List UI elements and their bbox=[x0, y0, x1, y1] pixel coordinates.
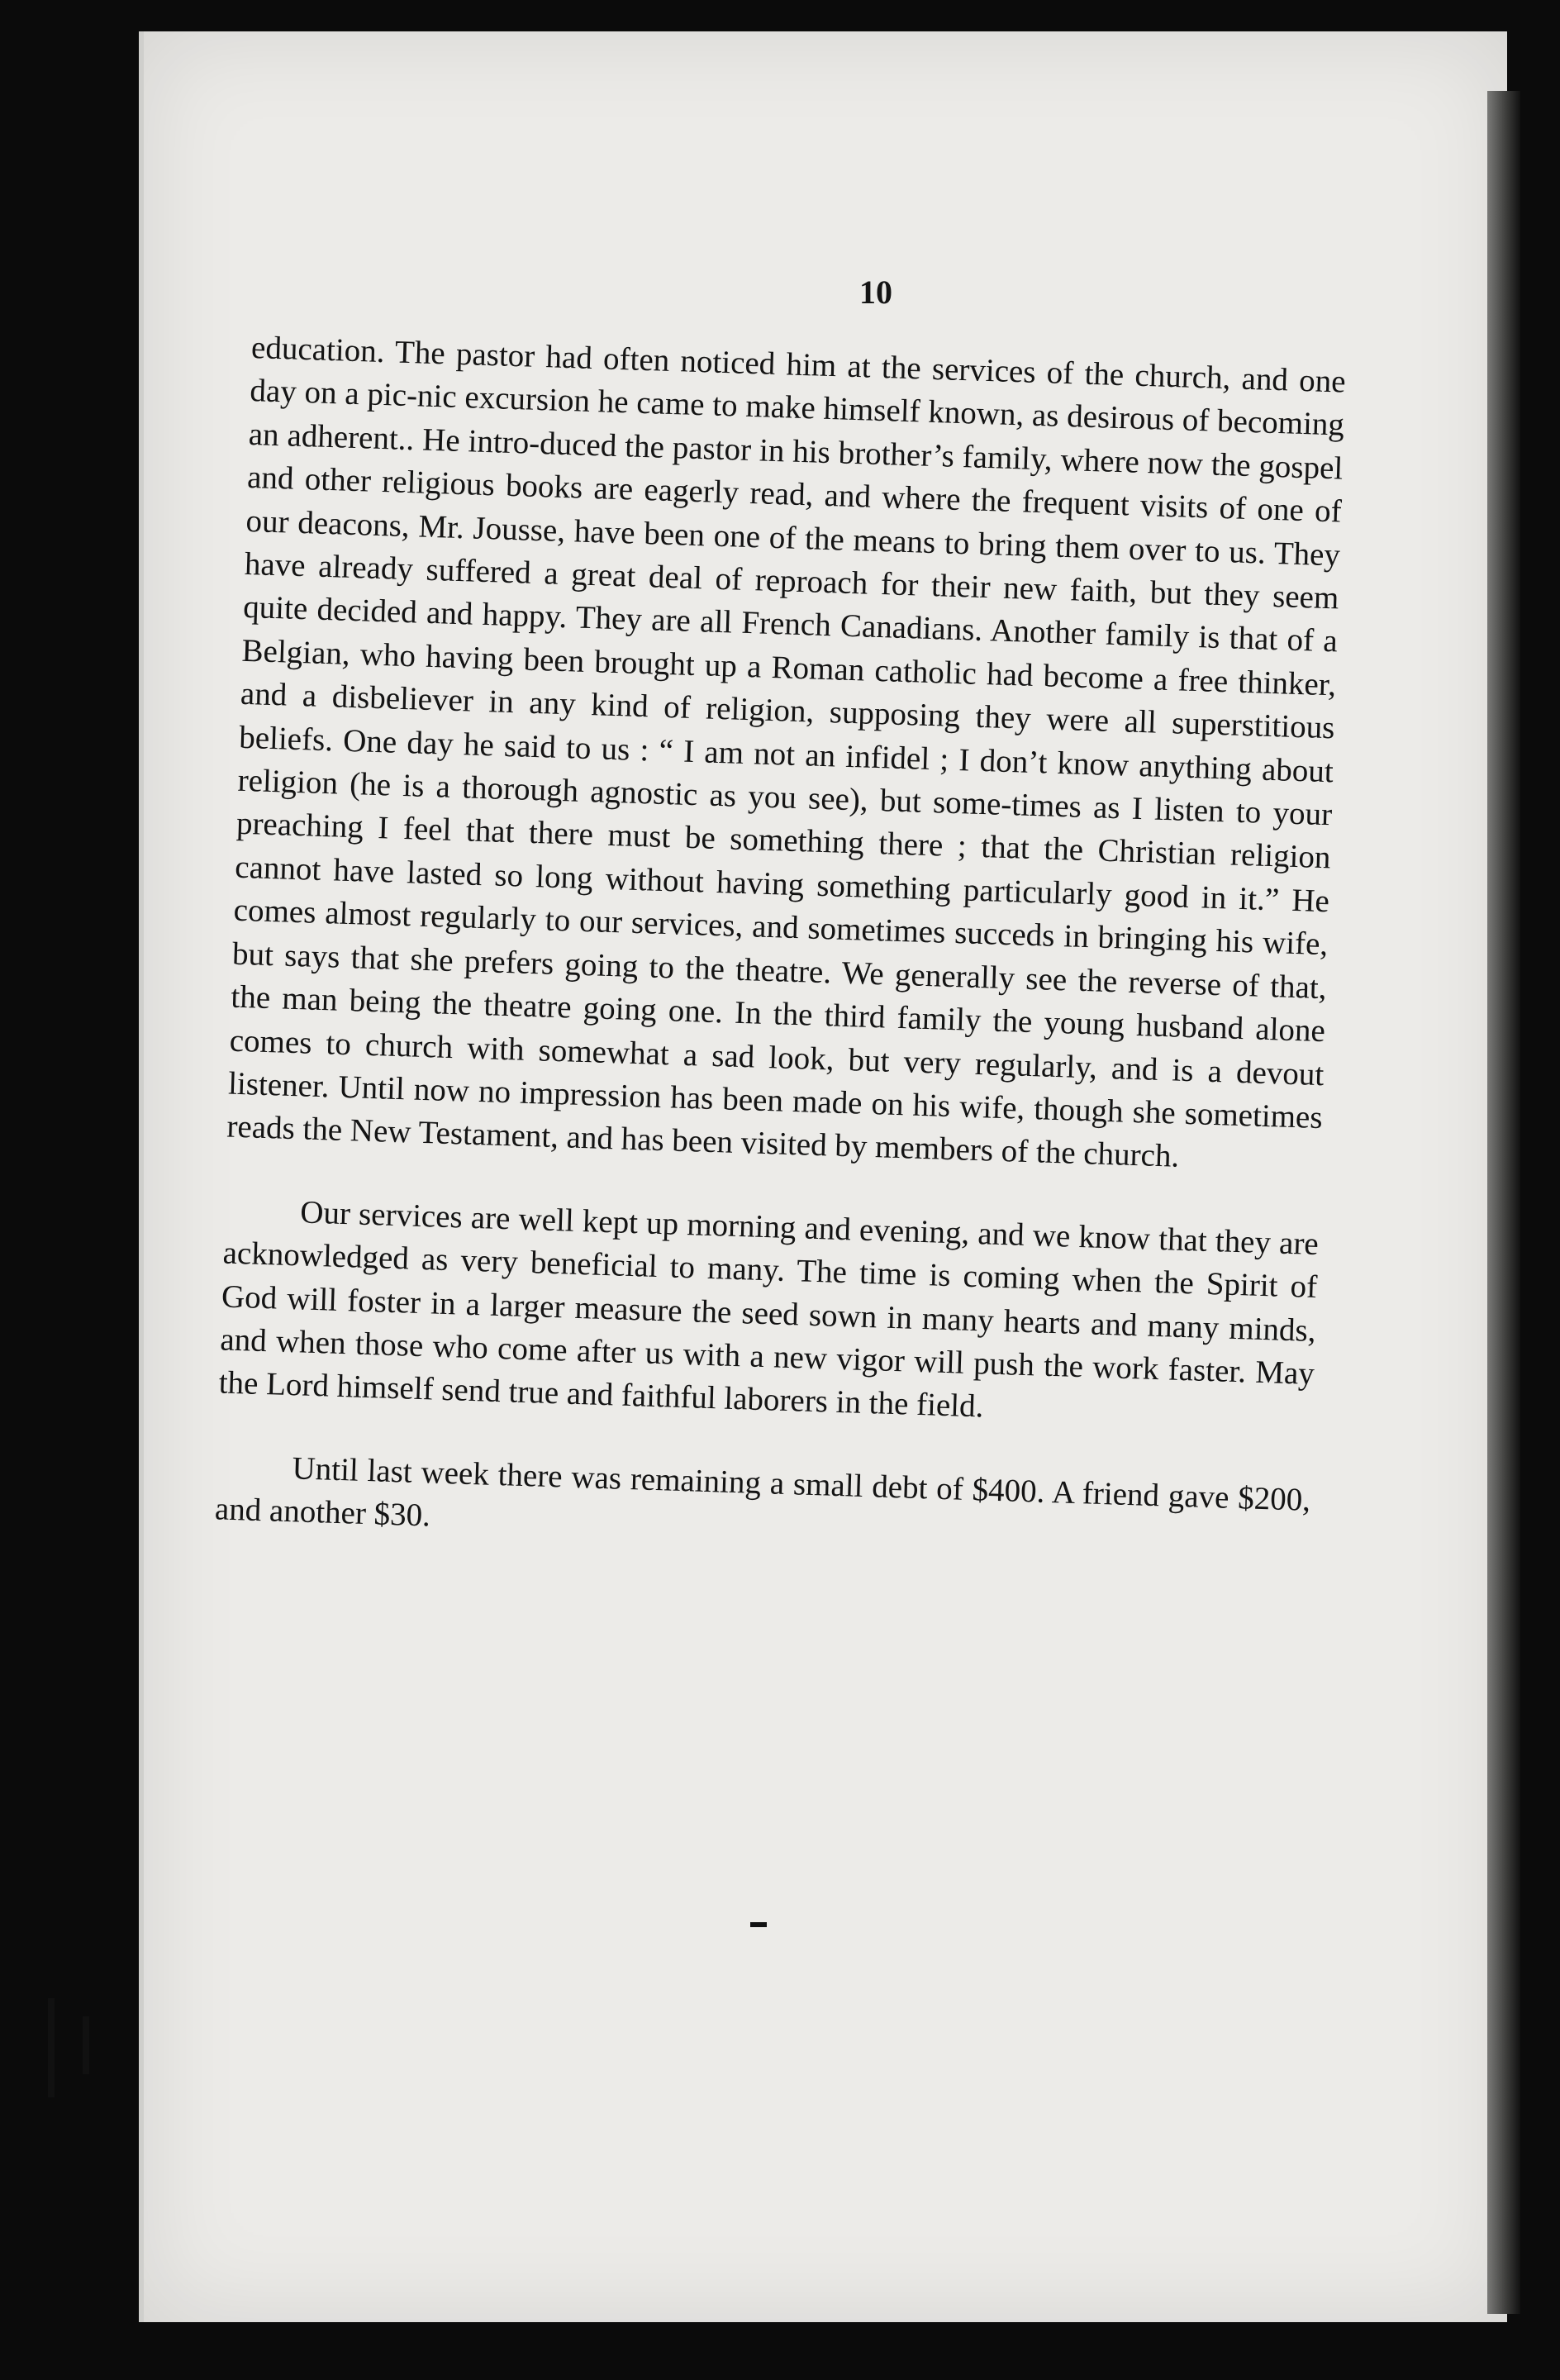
binding-mark-top bbox=[48, 1998, 55, 2097]
section-end-mark bbox=[750, 1922, 767, 1927]
paragraph-3: Until last week there was remaining a small debt of $400. A friend gave $200, and another $30. bbox=[214, 1449, 1311, 1534]
paragraph-2: Our services are well kept up morning and evening, and we know that they are acknowledged as very beneficial to many. The time is coming when the Spirit of God will foster in a larger measure the seed sown in many hearts and many minds, and when those who come after us with a new vigor will push the work faster. May the Lord himself send true and faithful laborers in the field. bbox=[218, 1194, 1320, 1425]
binding-mark-bottom bbox=[83, 2016, 89, 2074]
paragraph-1: education. The pastor had often noticed him at the services of the church, and one day on a pic-nic excursion he came to make himself known, as desirous of becoming an adherent.. He intro-duced the pastor in his brother’s family, where now the gospel and other religious books are eagerly read, and where the frequent visits of one of our deacons, Mr. Jousse, have been one of the means to bring them over to us. They have already suffered a great deal of reproach for their new faith, but they seem quite decided and happy. They are all French Canadians. Another family is that of a Belgian, who having been brought up a Roman catholic had become a free thinker, and a disbeliever in any kind of religion, supposing they were all superstitious beliefs. One day he said to us : “ I am not an infidel ; I don’t know anything about religion (he is a thorough agnostic as you see), but some-times as I listen to your preaching I feel that there must be something there ; that the Christian religion cannot have lasted so long without having something particularly good in it.” He comes almost regularly to our services, and sometimes succeds in bringing his wife, but says that she prefers going to the theatre. We generally see the reverse of that, the man being the theatre going one. In the third family the young husband alone comes to church with somewhat a sad look, but very regularly, and is a devout listener. Until now no impression has been made on his wife, though she sometimes reads the New Testament, and has been visited by members of the church. bbox=[226, 329, 1347, 1175]
body-text bbox=[214, 326, 1346, 1565]
page-edge-shadow bbox=[1487, 91, 1520, 2314]
page-number: 10 bbox=[859, 274, 892, 311]
